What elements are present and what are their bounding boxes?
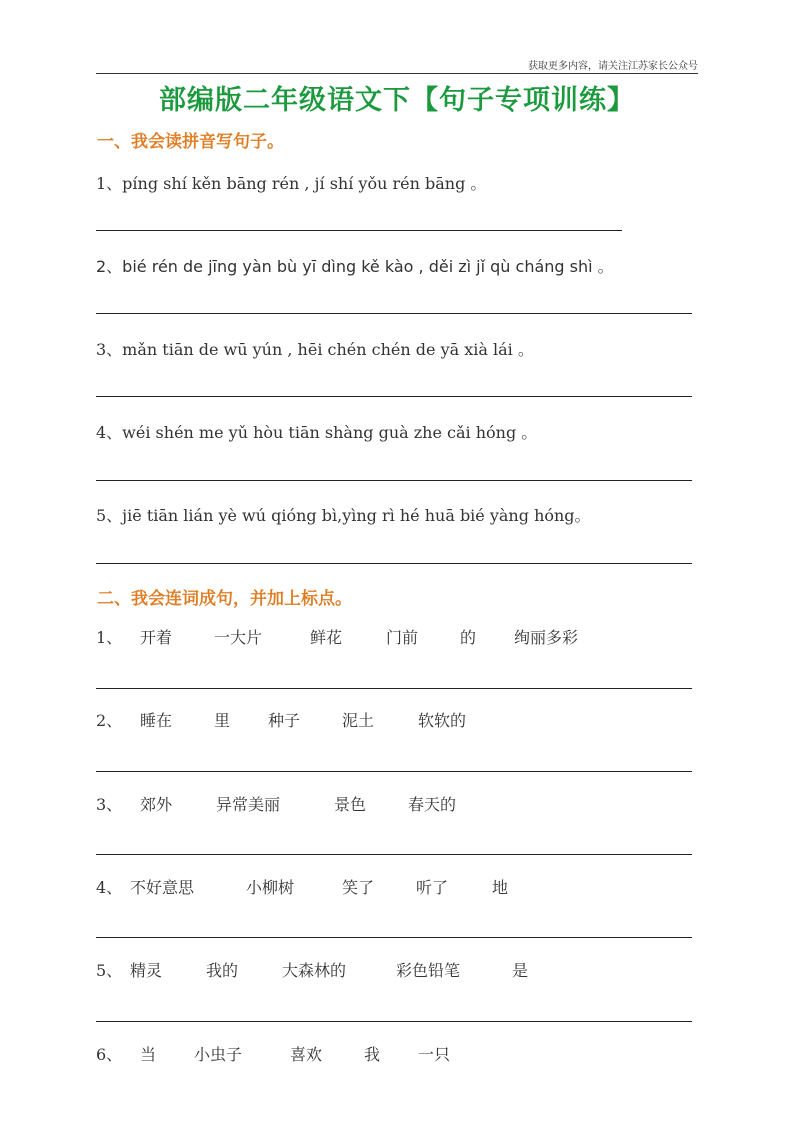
pinyin-item-1: 1、píng shí kěn bāng rén , jí shí yǒu rén bāng 。 [96, 174, 487, 193]
word-token: 绚丽多彩 [514, 628, 579, 647]
word-token: 小柳树 [246, 878, 295, 897]
item-number: 1、 [96, 628, 123, 647]
item-number: 3、 [96, 795, 123, 814]
section1-heading: 一、我会读拼音写句子。 [97, 132, 284, 152]
word-token: 睡在 [140, 711, 173, 730]
word-token: 喜欢 [290, 1045, 323, 1064]
word-token: 异常美丽 [216, 795, 281, 814]
item-number: 6、 [96, 1045, 123, 1064]
word-token: 开着 [140, 628, 173, 647]
word-token: 景色 [334, 795, 367, 814]
word-token: 我的 [206, 961, 239, 980]
word-token: 小虫子 [194, 1045, 243, 1064]
header-rule [96, 73, 698, 74]
header-note: 获取更多内容，请关注江苏家长公众号 [528, 61, 698, 72]
answer-line-8[interactable] [96, 854, 692, 855]
answer-line-6[interactable] [96, 688, 692, 689]
word-token: 当 [140, 1045, 157, 1064]
word-item-1 [96, 625, 578, 648]
word-token: 软软的 [418, 711, 467, 730]
word-token: 泥土 [342, 711, 375, 730]
item-number: 2、 [96, 711, 123, 730]
word-token: 笑了 [342, 878, 375, 897]
word-token: 精灵 [130, 961, 163, 980]
pinyin-item-4: 4、wéi shén me yǔ hòu tiān shàng guà zhe cǎi hóng 。 [96, 423, 538, 442]
word-token: 鲜花 [310, 628, 343, 647]
pinyin-item-3: 3、mǎn tiān de wū yún , hēi chén chén de yā xià lái 。 [96, 340, 534, 359]
word-token: 听了 [416, 878, 449, 897]
word-token: 彩色铅笔 [396, 961, 461, 980]
word-token: 种子 [268, 711, 301, 730]
answer-line-3[interactable] [96, 396, 692, 397]
word-item-3 [96, 792, 456, 815]
pinyin-item-2: 2、bié rén de jīng yàn bù yī dìng kě kào , děi zì jǐ qù cháng shì 。 [96, 257, 614, 276]
item-number: 4、 [96, 878, 123, 897]
answer-line-4[interactable] [96, 480, 692, 481]
word-token: 不好意思 [130, 878, 195, 897]
word-token: 的 [460, 628, 477, 647]
word-token: 地 [492, 878, 509, 897]
answer-line-10[interactable] [96, 1021, 692, 1022]
word-item-5 [96, 958, 528, 981]
answer-line-1[interactable] [96, 230, 622, 231]
section2-heading: 二、我会连词成句，并加上标点。 [97, 589, 352, 609]
answer-line-2[interactable] [96, 313, 692, 314]
word-token: 一只 [418, 1045, 451, 1064]
word-item-4 [96, 875, 508, 898]
word-token: 郊外 [140, 795, 173, 814]
word-token: 门前 [386, 628, 419, 647]
word-item-6 [96, 1042, 450, 1065]
item-number: 5、 [96, 961, 123, 980]
word-token: 我 [364, 1045, 381, 1064]
answer-line-7[interactable] [96, 771, 692, 772]
word-token: 里 [214, 711, 231, 730]
word-token: 一大片 [214, 628, 263, 647]
word-token: 大森林的 [282, 961, 347, 980]
page-title: 部编版二年级语文下【句子专项训练】 [159, 85, 635, 116]
answer-line-5[interactable] [96, 563, 692, 564]
answer-line-9[interactable] [96, 937, 692, 938]
word-item-2 [96, 708, 466, 731]
pinyin-item-5: 5、jiē tiān lián yè wú qióng bì,yìng rì hé huā bié yàng hóng。 [96, 506, 591, 525]
word-token: 春天的 [408, 795, 457, 814]
word-token: 是 [512, 961, 529, 980]
